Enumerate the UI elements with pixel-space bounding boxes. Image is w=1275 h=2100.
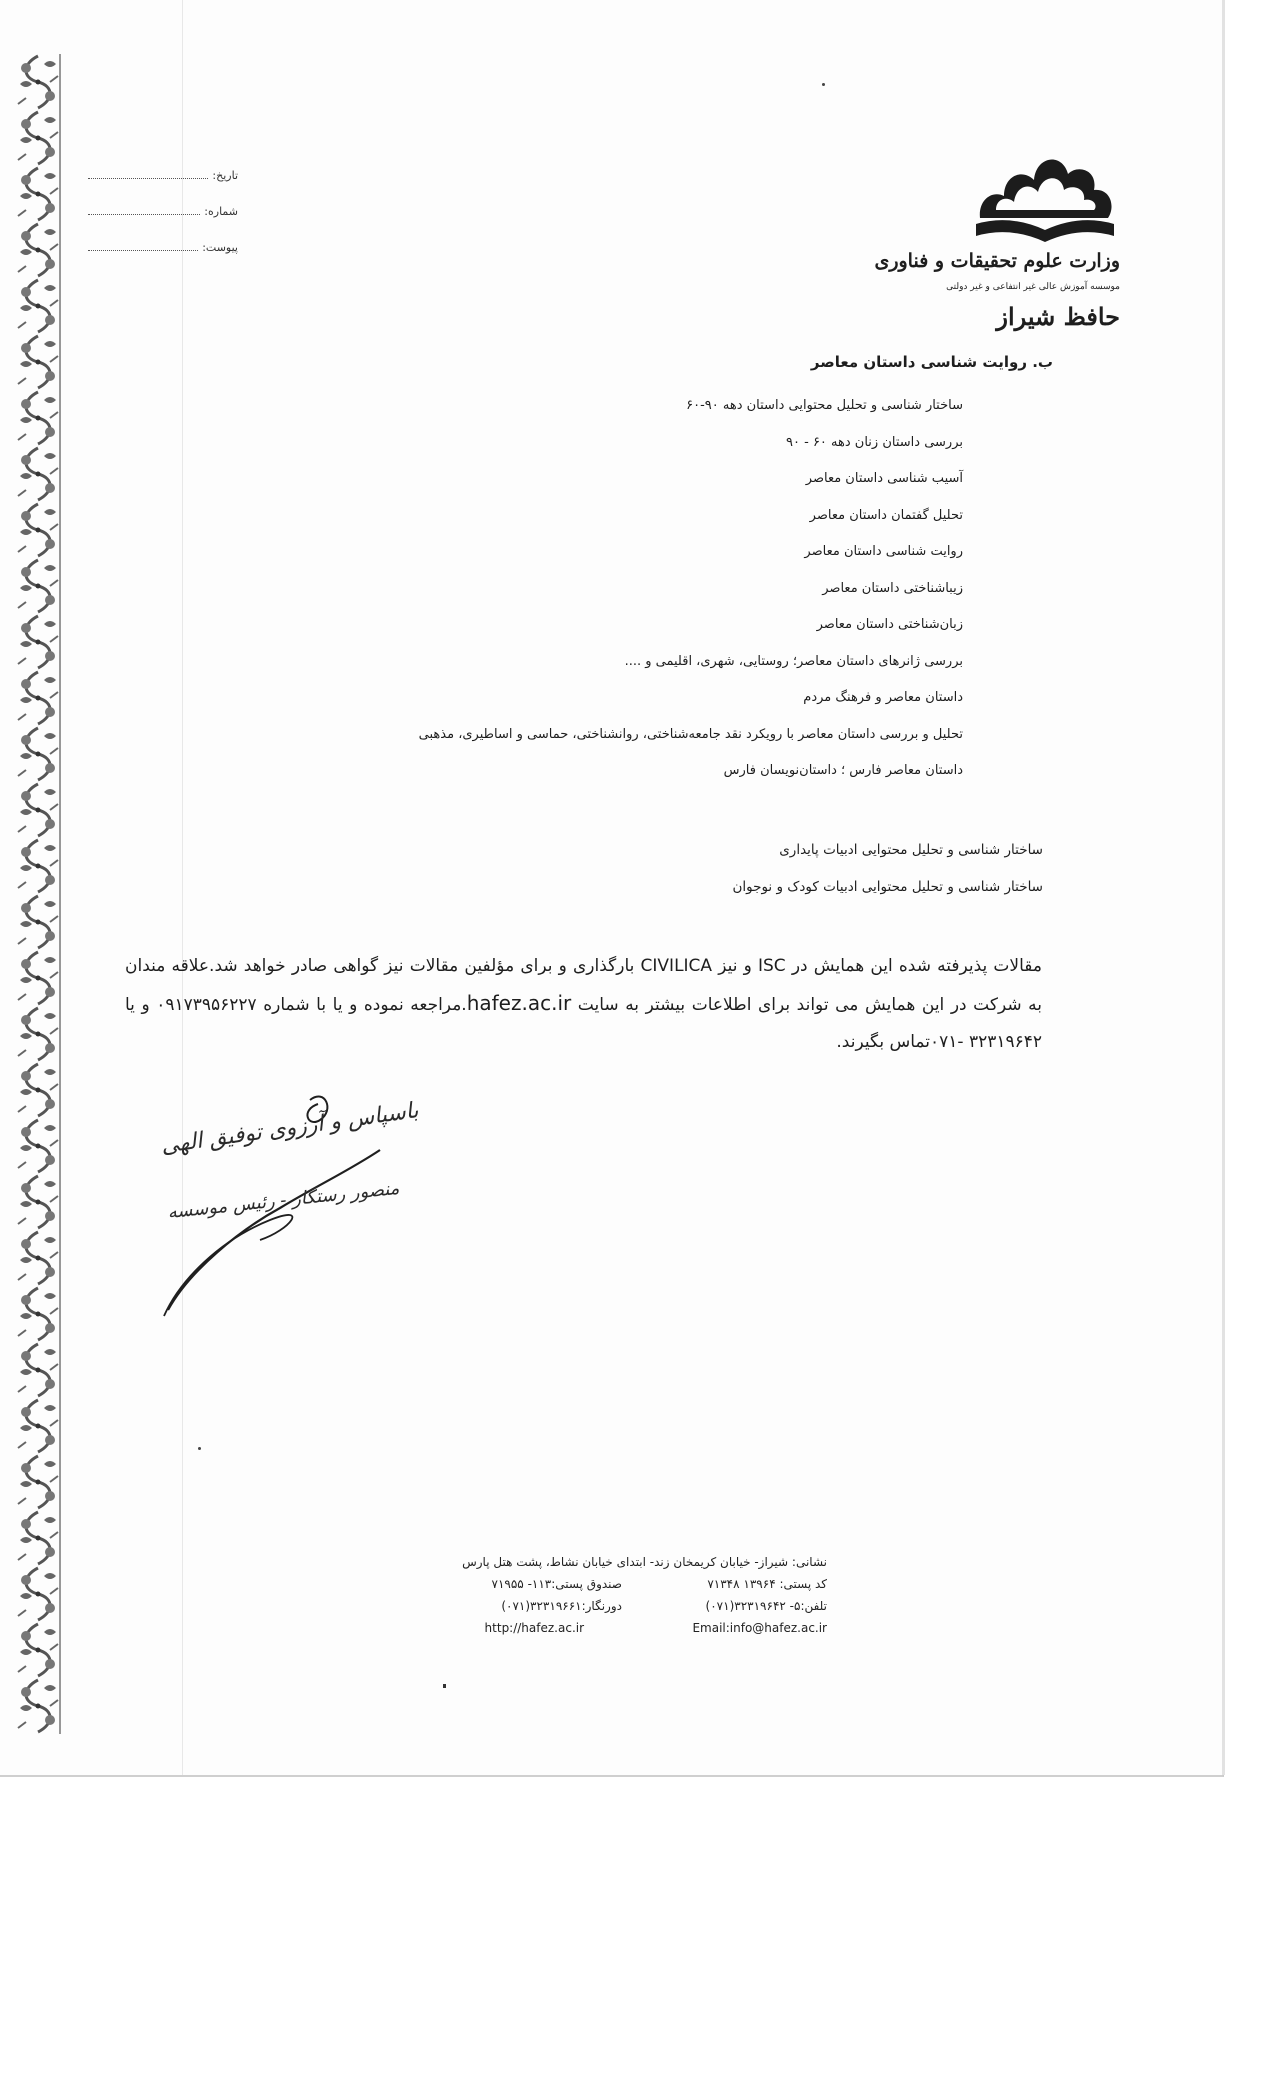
- number-dotted-line: [88, 204, 200, 215]
- section-heading: ب. روایت شناسی داستان معاصر: [810, 353, 1053, 371]
- signature-name: منصور رستگار - رئیس موسسه: [166, 1177, 401, 1224]
- date-label: تاریخ:: [212, 169, 238, 182]
- date-dotted-line: [88, 168, 208, 179]
- footer-row-phone: [287, 1595, 827, 1617]
- list-item: زیباشناختی داستان معاصر: [822, 580, 963, 596]
- number-label: شماره:: [204, 205, 238, 218]
- list-item: تحلیل و بررسی داستان معاصر با رویکرد نقد جامعه‌شناختی، روانشناختی، حماسی و اساطیری، مذهبی: [418, 726, 963, 742]
- list-item: ساختار شناسی و تحلیل محتوایی ادبیات کودک و نوجوان: [732, 879, 1043, 895]
- scan-speck: [198, 1447, 201, 1450]
- extra-topic-list: [732, 832, 1043, 906]
- notice-text: مقالات پذیرفته شده این همایش در: [785, 956, 1042, 976]
- list-item: ساختار شناسی و تحلیل محتوایی ادبیات پایداری: [779, 842, 1043, 858]
- fax-number: دورنگار:۳۲۳۱۹۶۶۱(۰۷۱): [501, 1599, 622, 1613]
- phone-number: تلفن:۵- ۳۲۳۱۹۶۴۲(۰۷۱): [705, 1599, 827, 1613]
- document-meta-fields: [88, 168, 238, 276]
- footer-address: نشانی: شیراز- خیابان کریمخان زند- ابتدای خیابان نشاط، پشت هتل پارس: [462, 1555, 827, 1569]
- dome-book-logo-icon: [970, 140, 1120, 250]
- notice-text: و نیز: [712, 956, 758, 976]
- scan-speck: [822, 83, 825, 86]
- list-item: ساختار شناسی و تحلیل محتوایی داستان دهه ۹۰-۶۰: [686, 398, 963, 413]
- scan-edge: [1222, 0, 1225, 1775]
- list-item: داستان معاصر فارس ؛ داستان‌نویسان فارس: [723, 763, 963, 778]
- attachment-dotted-line: [88, 240, 198, 251]
- list-item: داستان معاصر و فرهنگ مردم: [803, 690, 963, 705]
- institute-type: موسسه آموزش عالی غیر انتفاعی و غیر دولتی: [946, 282, 1120, 292]
- letter-footer: [287, 1551, 827, 1639]
- website-link[interactable]: hafez.ac.ir: [466, 991, 572, 1015]
- ministry-name: وزارت علوم تحقیقات و فناوری: [874, 250, 1120, 272]
- notice-text: بارگذاری و برای مؤلفین مقالات نیز گواهی صادر خواهد شد.علاقه مندان به شرکت در این همایش می تواند برای اطلاعات بیشتر به سایت: [125, 956, 1042, 1015]
- signature-closing: باسپاس و آرزوی توفیق الهی: [159, 1098, 421, 1159]
- notice-text: .مراجعه نموده و یا با شماره ۰۹۱۷۳۹۵۶۲۲۷ و یا ۳۲۳۱۹۶۴۲ -۰۷۱تماس بگیرند.: [125, 995, 1042, 1052]
- meta-row-date: [88, 168, 238, 204]
- isc-label: ISC: [758, 956, 786, 976]
- meta-row-number: [88, 204, 238, 240]
- footer-row-postal: [287, 1573, 827, 1595]
- institute-logo: [874, 132, 1130, 342]
- postal-code: کد پستی: ۱۳۹۶۴ ۷۱۳۴۸: [707, 1577, 827, 1591]
- floral-border-ornament: [14, 54, 62, 1734]
- fold-mark: [443, 1684, 446, 1688]
- list-item: روایت شناسی داستان معاصر: [804, 544, 963, 559]
- civilica-label: CIVILICA: [640, 956, 713, 976]
- meta-row-attachment: [88, 240, 238, 276]
- list-item: بررسی داستان زنان دهه ۶۰ - ۹۰: [786, 434, 963, 450]
- attachment-label: پیوست:: [202, 241, 238, 254]
- topic-list: [419, 388, 963, 790]
- po-box: صندوق پستی:۱۱۳- ۷۱۹۵۵: [491, 1577, 622, 1591]
- footer-website[interactable]: http://hafez.ac.ir: [484, 1621, 585, 1635]
- footer-row-contact: [287, 1617, 827, 1639]
- notice-paragraph: [125, 948, 1042, 1061]
- list-item: تحلیل گفتمان داستان معاصر: [809, 507, 963, 523]
- list-item: بررسی ژانرهای داستان معاصر؛ روستایی، شهری، اقلیمی و ....: [624, 653, 963, 669]
- institute-brand-name: حافظ شیراز: [996, 302, 1120, 331]
- footer-email[interactable]: Email:info@hafez.ac.ir: [692, 1621, 827, 1635]
- list-item: زبان‌شناختی داستان معاصر: [816, 617, 963, 632]
- signature-block: [150, 1080, 440, 1320]
- list-item: آسیب شناسی داستان معاصر: [805, 471, 963, 486]
